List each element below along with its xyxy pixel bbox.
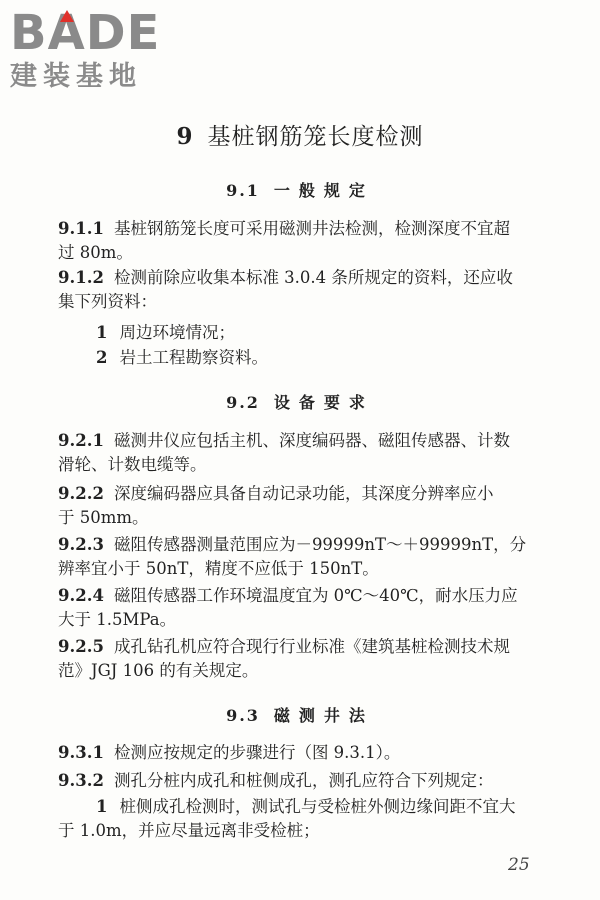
clause-text: 基桩钢筋笼长度可采用磁测井法检测，检测深度不宜超: [113, 219, 510, 238]
list-item-line2: 于 1.0m，并应尽量远离非受检桩；: [58, 821, 320, 840]
list-item: [96, 321, 235, 345]
clause-9-2-2-line1: [58, 482, 558, 506]
clause-9-3-2-line1: [58, 769, 558, 793]
item-number: 1: [96, 323, 108, 342]
item-number: 1: [96, 797, 108, 816]
chapter-title-text: 基桩钢筋笼长度检测: [207, 124, 424, 150]
item-text: 周边环境情况；: [119, 323, 235, 342]
clause-text: 磁阻传感器工作环境温度宜为 0℃～40℃，耐水压力应: [113, 586, 518, 605]
logo-letter-e: E: [126, 5, 161, 61]
clause-text: 深度编码器应具备自动记录功能，其深度分辨率应小: [113, 484, 494, 503]
clause-number: 9.2.1: [58, 431, 104, 450]
logo-letter-a: A: [47, 5, 86, 61]
section-heading-9-3: [0, 703, 600, 726]
clause-9-2-4-line2: 大于 1.5MPa。: [58, 610, 177, 629]
clause-number: 9.2.5: [58, 637, 104, 656]
clause-text: 磁测井仪应包括主机、深度编码器、磁阻传感器、计数: [113, 431, 510, 450]
clause-number: 9.1.2: [58, 268, 104, 287]
chapter-title: [0, 118, 600, 151]
list-item: [96, 346, 268, 370]
clause-9-1-1-line1: [58, 217, 558, 241]
section-heading-9-2: [0, 390, 600, 413]
clause-number: 9.3.1: [58, 743, 104, 762]
section-title: 磁测井法: [273, 706, 374, 725]
clause-text: 检测前除应收集本标准 3.0.4 条所规定的资料，还应收: [113, 268, 513, 287]
section-number: 9.3: [226, 706, 260, 725]
item-text: 桩侧成孔检测时，测试孔与受检桩外侧边缘间距不宜大: [119, 797, 516, 816]
page-number: 25: [508, 855, 530, 875]
section-heading-9-1: [0, 178, 600, 201]
chapter-number: 9: [176, 123, 194, 150]
clause-number: 9.2.4: [58, 586, 104, 605]
clause-9-1-2-line2: 集下列资料：: [58, 292, 157, 311]
clause-9-2-2-line2: 于 50mm。: [58, 508, 149, 527]
clause-text: 测孔分桩内成孔和桩侧成孔，测孔应符合下列规定：: [113, 771, 494, 790]
section-title: 设备要求: [273, 393, 374, 412]
section-number: 9.1: [226, 181, 260, 200]
clause-text: 检测应按规定的步骤进行（图 9.3.1）。: [113, 743, 401, 762]
clause-9-2-5-line2: 范》JGJ 106 的有关规定。: [58, 661, 259, 680]
clause-9-2-5-line1: [58, 635, 558, 659]
clause-number: 9.2.3: [58, 535, 104, 554]
clause-9-2-1-line1: [58, 429, 558, 453]
logo-subtitle: 建装基地: [10, 61, 142, 92]
logo-letter-b: B: [10, 5, 48, 61]
section-number: 9.2: [226, 393, 260, 412]
logo-wordmark: [10, 5, 175, 61]
clause-9-2-3-line1: [58, 533, 558, 557]
clause-9-1-1-line2: 过 80m。: [58, 243, 133, 262]
clause-9-2-3-line2: 辨率宜小于 50nT，精度不应低于 150nT。: [58, 559, 379, 578]
clause-text: 成孔钻孔机应符合现行行业标准《建筑基桩检测技术规: [113, 637, 510, 656]
clause-text: 磁阻传感器测量范围应为－99999nT～＋99999nT，分: [113, 535, 527, 554]
bade-logo: [10, 5, 175, 94]
clause-9-2-4-line1: [58, 584, 558, 608]
item-number: 2: [96, 348, 108, 367]
logo-red-triangle-icon: [60, 10, 74, 22]
item-text: 岩土工程勘察资料。: [119, 348, 268, 367]
clause-9-1-2-line1: [58, 266, 558, 290]
clause-number: 9.1.1: [58, 219, 104, 238]
clause-number: 9.3.2: [58, 771, 104, 790]
clause-9-3-1-line1: [58, 741, 558, 765]
section-title: 一般规定: [273, 181, 374, 200]
logo-letter-d: D: [85, 5, 127, 61]
list-item: [96, 795, 515, 819]
logo-letter-a-wrap: [47, 5, 86, 61]
clause-9-2-1-line2: 滑轮、计数电缆等。: [58, 455, 207, 474]
clause-number: 9.2.2: [58, 484, 104, 503]
